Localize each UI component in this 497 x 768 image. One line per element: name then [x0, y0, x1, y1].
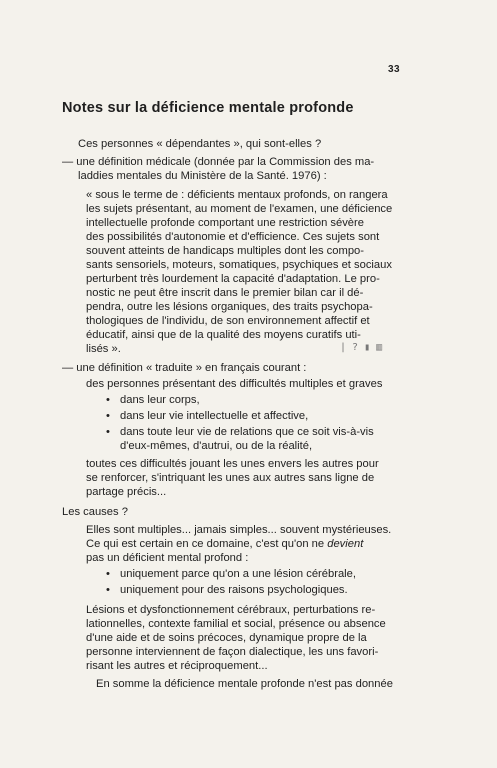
list-item: • dans leur vie intellectuelle et affective,: [106, 410, 309, 422]
paragraph-line: partage précis...: [86, 486, 167, 498]
causes-intro: Elles sont multiples... jamais simples... souvent mystérieuses.: [86, 524, 392, 536]
question-causes: Les causes ?: [62, 506, 128, 518]
list-item: • dans leur corps,: [106, 394, 200, 406]
paragraph-line: toutes ces difficultés jouant les unes envers les autres pour: [86, 458, 379, 470]
quote-line: sants sensoriels, moteurs, somatiques, psychiques et sociaux: [86, 259, 392, 271]
conclusion-line: En somme la déficience mentale profonde n'est pas donnée: [96, 678, 393, 690]
page-number: 33: [388, 64, 401, 75]
question-who: Ces personnes « dépendantes », qui sont-elles ?: [78, 138, 322, 150]
paragraph-line: lationnelles, contexte familial et social, présence ou absence: [86, 618, 386, 630]
paragraph-line: se renforcer, s'intriquant les unes aux autres sans ligne de: [86, 472, 375, 484]
quote-line: nostic ne peut être inscrit dans le premier bilan car il dé-: [86, 287, 364, 299]
bullet-icon: •: [106, 584, 110, 596]
paragraph-line: d'une aide et de soins précoces, dynamique propre de la: [86, 632, 367, 644]
paragraph-line: personne interviennent de façon dialectique, les uns favori-: [86, 646, 379, 658]
translated-definition: — une définition « traduite » en français courant :: [62, 362, 307, 374]
list-item-continuation: d'eux-mêmes, d'autrui, ou de la réalité,: [120, 440, 313, 452]
causes-line: Ce qui est certain en ce domaine, c'est qu'on ne devient: [86, 538, 364, 550]
quote-line: lisés ».: [86, 343, 121, 355]
list-item: • uniquement parce qu'on a une lésion cérébrale,: [106, 568, 356, 580]
quote-line: thologiques de l'individu, de son environnement affectif et: [86, 315, 370, 327]
translated-definition-intro: des personnes présentant des difficultés multiples et graves: [86, 378, 383, 390]
quote-line: souvent atteints de handicaps multiples dont les compo-: [86, 245, 364, 257]
quote-line: intellectuelle profonde comportant une restriction sévère: [86, 217, 364, 229]
quote-line: éducatif, ainsi que de la qualité des moyens curatifs uti-: [86, 329, 361, 341]
medical-definition-line-1: — une définition médicale (donnée par la Commission des ma-: [62, 156, 375, 168]
medical-definition-line-2: laddies mentales du Ministère de la Santé. 1976) :: [78, 170, 327, 182]
bullet-icon: •: [106, 410, 110, 422]
bullet-icon: •: [106, 394, 110, 406]
causes-line: pas un déficient mental profond :: [86, 552, 249, 564]
paragraph-line: risant les autres et réciproquement...: [86, 660, 268, 672]
margin-glyphs: | ? ▮ ▥: [340, 342, 383, 353]
quote-line: perturbent très lourdement la capacité d'adaptation. Le pro-: [86, 273, 380, 285]
quote-line: pendra, outre les lésions organiques, des traits psychopa-: [86, 301, 373, 313]
page-title: Notes sur la déficience mentale profonde: [62, 100, 354, 116]
quote-line: les sujets présentant, au moment de l'examen, une déficience: [86, 203, 393, 215]
quote-line: des possibilités d'autonomie et d'efficience. Ces sujets sont: [86, 231, 380, 243]
list-item: • dans toute leur vie de relations que ce soit vis-à-vis: [106, 426, 374, 438]
paragraph-line: Lésions et dysfonctionnement cérébraux, perturbations re-: [86, 604, 376, 616]
list-item: • uniquement pour des raisons psychologiques.: [106, 584, 348, 596]
quote-line: « sous le terme de : déficients mentaux profonds, on rangera: [86, 189, 388, 201]
bullet-icon: •: [106, 426, 110, 438]
bullet-icon: •: [106, 568, 110, 580]
